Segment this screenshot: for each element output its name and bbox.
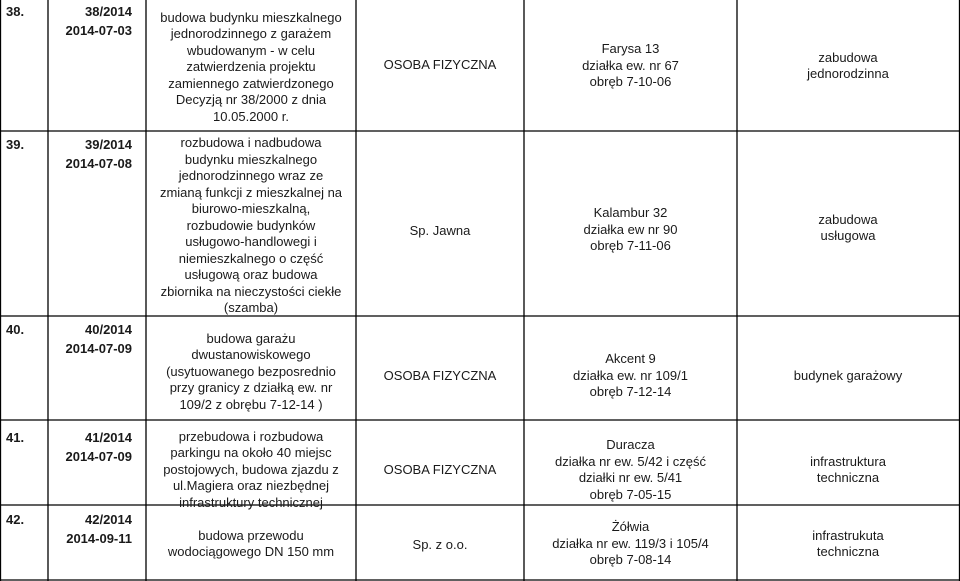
description-line: wbudowanym - w celu (187, 42, 315, 58)
description-cell (146, 6, 356, 129)
description-line: 109/2 z obrębu 7-12-14 ) (179, 396, 323, 412)
description-line: rozbudowie budynków (186, 217, 316, 233)
sign-date: 2014-07-03 (65, 23, 132, 38)
sign-number: 41/2014 (85, 430, 132, 445)
location-line: obręb 7-05-15 (589, 486, 672, 502)
location-line: działka nr ew. 5/42 i część (554, 453, 707, 469)
row-number: 42. (6, 512, 25, 527)
location-line: Farysa 13 (601, 41, 660, 57)
location-line: obręb 7-10-06 (589, 74, 672, 90)
sign-number: 40/2014 (85, 322, 132, 337)
description-line: ul.Magiera oraz niezbędnej (172, 478, 330, 494)
category-cell (737, 452, 959, 488)
sign-date: 2014-09-11 (66, 531, 132, 546)
location-line: Kalambur 32 (593, 205, 668, 221)
investor-text: OSOBA FIZYCZNA (383, 367, 497, 383)
sign-number: 38/2014 (85, 4, 132, 19)
description-line: budowa garażu (206, 330, 296, 346)
description-line: budowa budynku mieszkalnego (160, 9, 342, 25)
description-line: postojowych, budowa zjazdu z (163, 461, 339, 477)
description-cell (146, 524, 356, 564)
investor-cell (356, 0, 524, 131)
location-line: działka ew nr 90 (583, 221, 678, 237)
sign-number: 42/2014 (85, 512, 132, 527)
sign-date: 2014-07-09 (65, 449, 132, 464)
description-line: rozbudowa i nadbudowa (180, 135, 322, 151)
category-cell (737, 366, 959, 386)
description-line: Decyzją nr 38/2000 z dnia (175, 92, 327, 108)
investor-text: Sp. z o.o. (412, 536, 468, 552)
location-cell (524, 350, 737, 402)
sign-number: 39/2014 (85, 137, 132, 152)
location-cell (524, 518, 737, 570)
description-line: zmianą funkcji z mieszkalnej na (159, 184, 343, 200)
investor-text: OSOBA FIZYCZNA (383, 57, 497, 73)
description-cell (146, 428, 356, 512)
investor-cell (356, 535, 524, 555)
sign-cell (42, 320, 132, 358)
investor-cell (356, 366, 524, 386)
description-line: budowa przewodu (198, 527, 304, 543)
location-cell (524, 36, 737, 96)
description-line: parkingu na około 40 miejsc (170, 445, 332, 461)
location-line: Duracza (606, 437, 655, 452)
investor-cell (356, 131, 524, 331)
description-line: biurowo-mieszkalną, (191, 201, 311, 217)
description-line: zbiornika na nieczystości ciekłe (160, 283, 342, 299)
location-line: działka ew. nr 67 (582, 57, 679, 73)
row-number: 41. (6, 430, 25, 445)
category-line: techniczna (816, 544, 880, 559)
location-line: obręb 7-12-14 (589, 384, 672, 400)
location-line: obręb 7-08-14 (589, 552, 672, 568)
location-cell (524, 200, 737, 260)
category-cell (737, 526, 959, 562)
sign-date: 2014-07-08 (65, 156, 132, 171)
category-line: zabudowa (818, 211, 878, 227)
row-number: 40. (6, 322, 25, 337)
location-line: Żółwia (611, 519, 650, 535)
description-line: usługową oraz budowa (184, 267, 318, 283)
row-number: 39. (6, 137, 25, 152)
location-line: działki nr ew. 5/41 (578, 470, 683, 485)
description-line: 10.05.2000 r. (213, 108, 289, 124)
description-line: jednorodzinnego wraz ze (178, 168, 324, 184)
row-number: 38. (6, 4, 25, 19)
sign-cell (42, 135, 132, 173)
description-cell (146, 134, 356, 318)
category-line: zabudowa (818, 49, 878, 65)
description-line: (usytuowanego bezposrednio (166, 363, 336, 379)
location-line: działka ew. nr 109/1 (573, 367, 688, 383)
description-line: dwustanowiskowego (191, 347, 311, 363)
category-line: jednorodzinna (807, 66, 889, 81)
category-cell (737, 208, 959, 248)
sign-cell (42, 510, 132, 548)
description-line: usługowo-handlowegi i (185, 234, 317, 250)
sign-cell (42, 428, 132, 466)
description-cell (146, 326, 356, 418)
description-line: zamiennego zatwierdzonego (168, 75, 334, 91)
description-line: przebudowa i rozbudowa (178, 428, 324, 444)
location-line: działka nr ew. 119/3 i 105/4 (552, 535, 709, 551)
category-line: infrastruktura (810, 453, 886, 469)
investor-text: OSOBA FIZYCZNA (383, 461, 497, 477)
description-line: budynku mieszkalnego (184, 151, 318, 167)
sign-date: 2014-07-09 (65, 341, 132, 356)
location-cell (524, 436, 737, 504)
category-line: techniczna (816, 470, 880, 485)
location-line: obręb 7-11-06 (590, 238, 671, 254)
description-line: (szamba) (223, 300, 279, 316)
investor-cell (356, 460, 524, 480)
category-line: budynek garażowy (793, 367, 903, 383)
location-line: Akcent 9 (605, 351, 656, 367)
category-cell (737, 36, 959, 96)
description-line: przy granicy z działką ew. nr (169, 380, 333, 396)
description-line: infrastruktury technicznej (179, 494, 323, 510)
sign-cell (42, 2, 132, 40)
investor-text: Sp. Jawna (409, 222, 471, 238)
category-line: usługowa (820, 228, 876, 243)
description-line: zatwierdzenia projektu (186, 59, 316, 75)
description-line: niemieszkalnego o część (178, 250, 324, 266)
description-line: jednorodzinnego z garażem (170, 26, 332, 42)
category-line: infrastrukuta (812, 527, 884, 543)
description-line: wodociągowego DN 150 mm (167, 544, 335, 559)
